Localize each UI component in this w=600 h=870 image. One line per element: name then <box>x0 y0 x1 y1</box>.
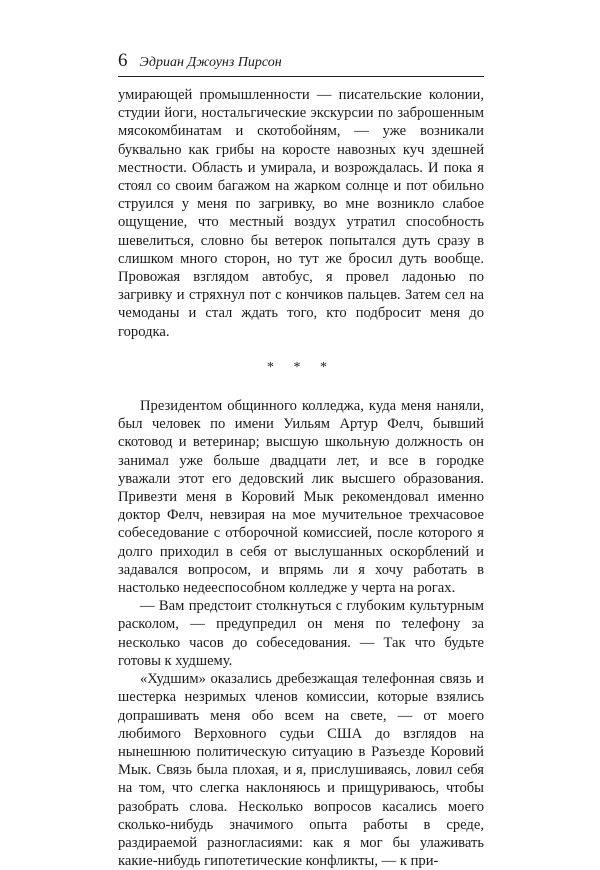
section-break: * * * <box>267 359 335 375</box>
page-number: 6 <box>118 50 128 71</box>
header-rule <box>118 76 484 77</box>
paragraph: «Худшим» оказались дребезжащая телефонная связь и шестерка незримых членов комиссии, которые взялись допрашивать меня обо всем на свете, — от моего любимого Верховного судьи США до взглядов на нынешнюю политическую ситуацию в Разъезде Коровий Мык. Связь была плохая, и я, прислушиваясь, ловил себя на том, что слегка наклоняюсь и прищуриваюсь, чтобы разобрать слова. Несколько вопросов касались моего сколько-нибудь значимого опыта работы в среде, раздираемой разногласиями: как я мог бы улаживать какие-нибудь гипотетические конфликты, — к при- <box>118 671 484 870</box>
running-head-author: Эдриан Джоунз Пирсон <box>139 55 282 70</box>
paragraph: Президентом общинного колледжа, куда меня наняли, был человек по имени Уильям Артур Фелч, бывший скотовод и ветеринар; высшую школьную должность он занимал уже больше двадцати лет, и все в городке уважали этот его дедовский лик высшего образования. Привезти меня в Коровий Мык рекомендовал именно доктор Фелч, невзирая на мое мучительное трехчасовое собеседование с отборочной комиссией, после которого я долго приходил в себя от выслушанных оскорблений и задавался вопросом, и впрямь ли я хочу работать в настолько недееспособном колледже у черта на рогах. <box>118 398 484 597</box>
paragraph-continued: умирающей промышленности — писательские колонии, студии йоги, ностальгические экскурсии по заброшенным мясокомбинатам и скотобойням, — уже возникали буквально как грибы на коросте навозных куч здешней местности. Область и умирала, и возрождалась. И пока я стоял со своим багажом на жарком солнце и пот обильно струился у меня по загривку, во мне возникло слабое ощущение, что местный воздух утратил способность шевелиться, словно бы ветерок попытался дуть сразу в слишком много сторон, но тут же бросил дуть вообще. Провожая взглядом автобус, я провел ладонью по загривку и стряхнул пот с кончиков пальцев. Затем сел на чемоданы и стал ждать того, кто подбросит меня до городка. <box>118 87 484 340</box>
running-header <box>118 50 488 77</box>
paragraph-dialogue: — Вам предстоит столкнуться с глубоким культурным расколом, — предупредил он меня по телефону за несколько часов до собеседования. — Так что будьте готовы к худшему. <box>118 598 484 669</box>
page-body <box>118 86 484 870</box>
